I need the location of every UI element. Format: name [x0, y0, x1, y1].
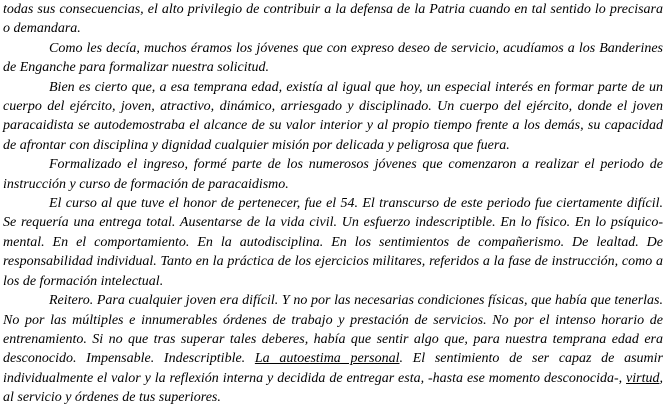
underlined-phrase-autoestima: La autoestima personal	[254, 351, 400, 367]
paragraph-text: Bien es cierto que, a esa temprana edad, existía al igual que hoy, un especial interés en formar parte de un cuerpo del ejército, joven, atractivo, dinámico, arriesgado y disciplinado. Un cuerpo del ejército, donde el joven paracaidista se autodemostraba el alcance de su valor interior y al propio tiempo frente a los demás, su capacidad de afrontar con disciplina y dignidad cualquier misión por delicada y peligrosa que fuera.	[3, 79, 663, 153]
underlined-word-virtud: virtud	[626, 370, 660, 386]
paragraph-6	[3, 291, 663, 407]
paragraph-2	[3, 39, 663, 78]
paragraph-text: , al servicio y órdenes de tus superiores.	[3, 370, 663, 406]
paragraph-3	[3, 78, 663, 156]
paragraph-text: Reitero. Para cualquier joven era difícil. Y no por las necesarias condiciones físicas, que había que tenerlas. No por las múltiples e innumerables órdenes de trabajo y prestación de servicios. No por el intenso horario de entrenamiento. Si no que tras superar tales deberes, había que sentir algo que, para nuestra temprana edad era desconocido. Impensable. Indescriptible.	[3, 293, 663, 367]
paragraph-text: Como les decía, muchos éramos los jóvenes que con expreso deseo de servicio, acudíamos a los Banderines de Enganche para formalizar nuestra solicitud.	[3, 40, 663, 76]
paragraph-text: . El sentimiento de ser capaz de asumir individualmente el valor y la reflexión interna y decidida de entregar esta, -hasta ese momento desconocida-,	[3, 351, 663, 386]
document-page	[3, 0, 663, 408]
paragraph-text: todas sus consecuencias, el alto privilegio de contribuir a la defensa de la Patria cuando en tal sentido lo precisara o demandara.	[3, 2, 663, 37]
paragraph-text: El curso al que tuve el honor de pertenecer, fue el 54. El transcurso de este periodo fue ciertamente difícil. Se requería una entrega total. Ausentarse de la vida civil. Un esfuerzo indescriptible. En lo físico. En lo psíquico-mental. En el comportamiento. En la autodisciplina. En los sentimientos de compañerismo. De lealtad. De responsabilidad individual. Tanto en la práctica de los ejercicios militares, referidos a la fase de instrucción, como a los de formación intelectual.	[3, 196, 663, 289]
paragraph-text: Formalizado el ingreso, formé parte de los numerosos jóvenes que comenzaron a realizar el periodo de instrucción y curso de formación de paracaidismo.	[3, 157, 663, 192]
paragraph-1	[3, 0, 663, 39]
paragraph-5	[3, 194, 663, 291]
paragraph-4	[3, 155, 663, 194]
